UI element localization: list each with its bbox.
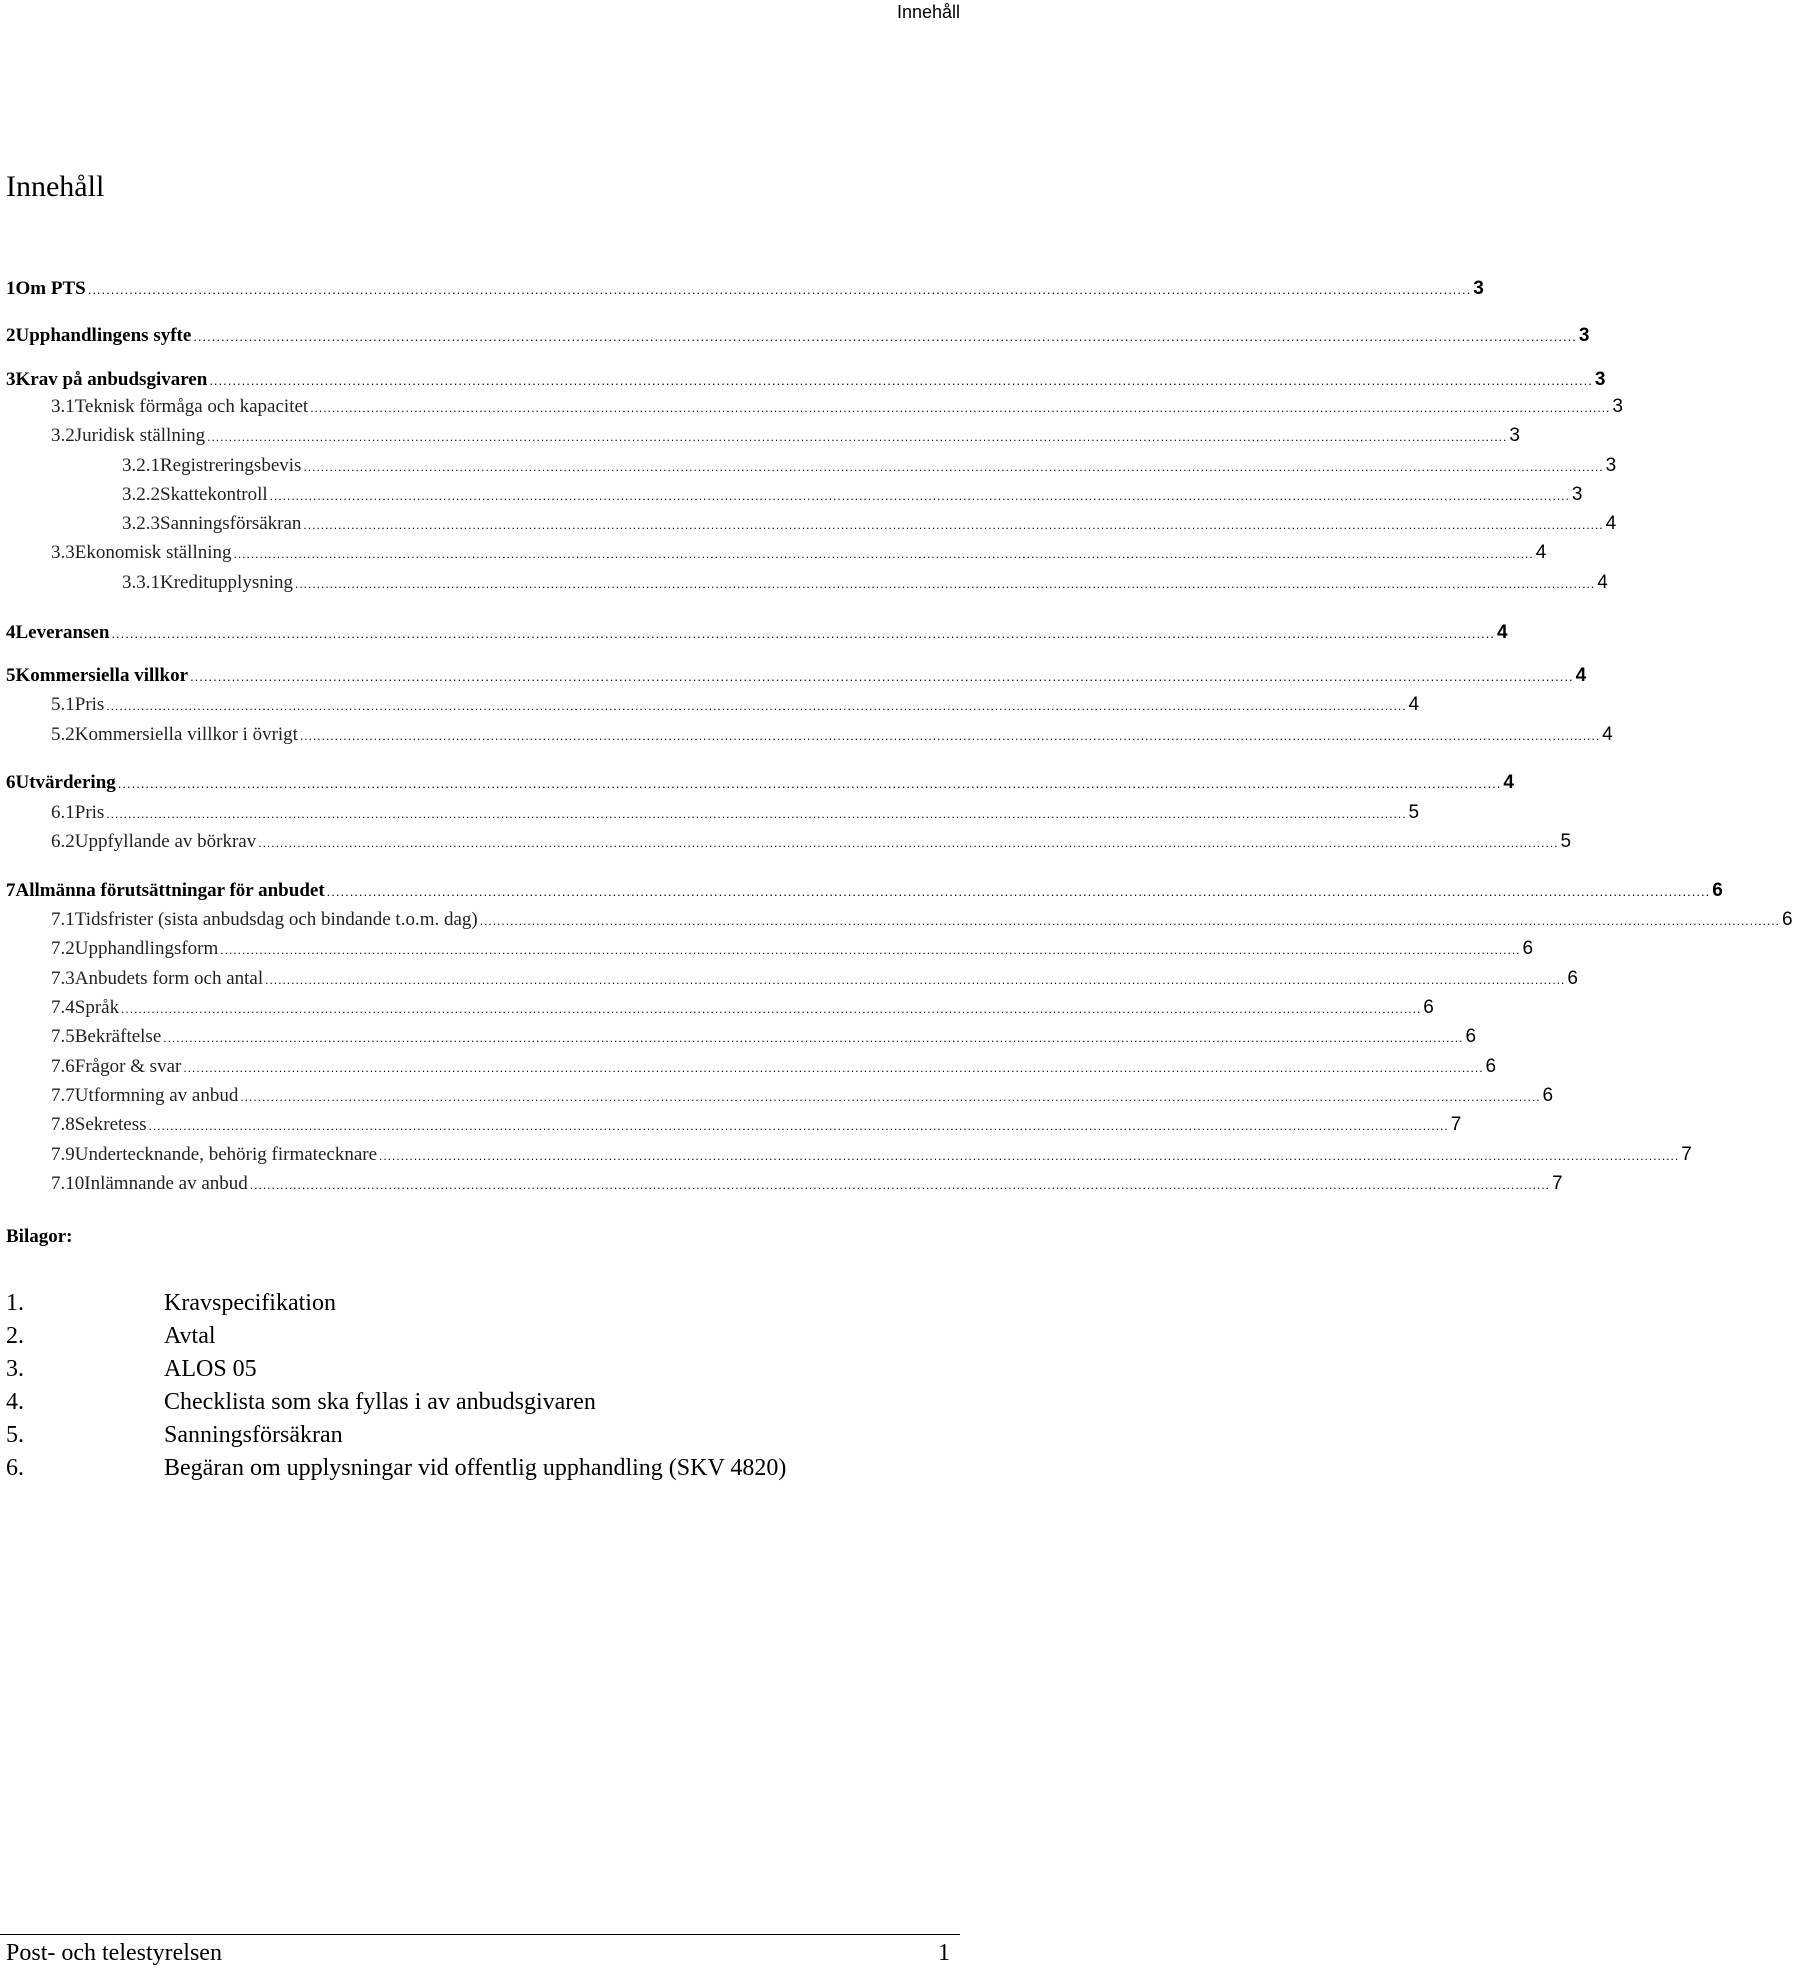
toc-entry-page: 3 (1509, 425, 1520, 446)
toc-entry-label: Sanningsförsäkran (160, 513, 302, 534)
toc-dot-leader: ............................................................................................................................................................................................................................................................................................................ (303, 518, 1604, 532)
toc-entry-label: Frågor & svar (74, 1056, 182, 1077)
toc-entry-page: 3 (1605, 455, 1617, 476)
toc-dot-leader: ............................................................................................................................................................................................................................................................................................................ (193, 329, 1577, 344)
bilaga-item (6, 1455, 786, 1487)
toc-entry[interactable] (122, 572, 1608, 600)
toc-entry-number: 5.1 (51, 694, 75, 715)
toc-entry-label: Om PTS (15, 278, 86, 299)
toc-dot-leader: ............................................................................................................................................................................................................................................................................................................ (148, 1119, 1449, 1133)
toc-entry-number: 3.2.3 (122, 513, 160, 534)
toc-entry-number: 7.5 (51, 1026, 75, 1047)
bilaga-item (6, 1290, 336, 1322)
toc-entry[interactable] (51, 1085, 1554, 1113)
toc-entry-page: 4 (1597, 572, 1608, 593)
toc-entry[interactable] (6, 665, 1587, 693)
bilaga-number: 4. (6, 1389, 24, 1415)
bilaga-label: Avtal (164, 1323, 216, 1349)
toc-entry[interactable] (51, 694, 1420, 722)
toc-entry-label: Tidsfrister (sista anbudsdag och bindande t.o.m. dag) (74, 909, 478, 930)
bilaga-number: 3. (6, 1356, 24, 1382)
toc-entry-page: 4 (1575, 665, 1587, 686)
toc-entry-page: 5 (1560, 831, 1572, 852)
toc-entry-label: Sekretess (74, 1114, 147, 1135)
toc-entry[interactable] (51, 425, 1520, 453)
toc-entry-number: 7.4 (51, 997, 75, 1018)
toc-entry-page: 4 (1602, 724, 1613, 745)
toc-entry-label: Upphandlingens syfte (15, 325, 192, 346)
toc-entry-page: 3 (1612, 396, 1623, 417)
toc-entry-label: Undertecknande, behörig firmatecknare (74, 1144, 378, 1165)
toc-entry-page: 3 (1473, 278, 1484, 299)
toc-entry-page: 6 (1485, 1056, 1497, 1077)
toc-dot-leader: ............................................................................................................................................................................................................................................................................................................ (111, 626, 1495, 641)
toc-entry[interactable] (51, 997, 1434, 1025)
toc-dot-leader: ............................................................................................................................................................................................................................................................................................................ (310, 401, 1611, 415)
bilaga-label: Checklista som ska fyllas i av anbudsgivaren (164, 1389, 596, 1415)
toc-dot-leader: ............................................................................................................................................................................................................................................................................................................ (106, 807, 1407, 821)
toc-entry-label: Pris (74, 802, 105, 823)
toc-entry[interactable] (51, 831, 1572, 859)
toc-entry[interactable] (122, 484, 1583, 512)
toc-entry[interactable] (51, 938, 1534, 966)
toc-entry-number: 7.1 (51, 909, 75, 930)
toc-entry-label: Teknisk förmåga och kapacitet (74, 396, 309, 417)
toc-entry-page: 4 (1496, 622, 1508, 643)
toc-entry-page: 3 (1571, 484, 1583, 505)
toc-entry-label: Upphandlingsform (74, 938, 219, 959)
toc-entry-page: 6 (1542, 1085, 1554, 1106)
toc-entry-number: 7.8 (51, 1114, 75, 1135)
bilaga-number: 2. (6, 1323, 24, 1349)
toc-entry[interactable] (122, 455, 1617, 483)
toc-entry-number: 6 (6, 772, 16, 793)
toc-entry[interactable] (51, 1114, 1462, 1142)
toc-entry[interactable] (51, 802, 1420, 830)
toc-dot-leader: ............................................................................................................................................................................................................................................................................................................ (106, 699, 1407, 713)
toc-entry[interactable] (122, 513, 1617, 541)
toc-entry-number: 7.10 (51, 1173, 85, 1194)
toc-entry-page: 6 (1712, 880, 1723, 901)
toc-entry-number: 7.7 (51, 1085, 75, 1106)
toc-entry-page: 4 (1535, 542, 1547, 563)
toc-dot-leader: ............................................................................................................................................................................................................................................................................................................ (190, 669, 1574, 684)
toc-dot-leader: ............................................................................................................................................................................................................................................................................................................ (258, 836, 1559, 850)
toc-entry-label: Skattekontroll (160, 484, 268, 505)
toc-dot-leader: ............................................................................................................................................................................................................................................................................................................ (299, 729, 1601, 743)
bilaga-item (6, 1323, 216, 1355)
toc-entry-number: 5.2 (51, 724, 75, 745)
toc-dot-leader: ............................................................................................................................................................................................................................................................................................................ (163, 1031, 1464, 1045)
toc-entry-number: 1 (6, 278, 16, 299)
toc-entry-number: 3.2 (51, 425, 75, 446)
toc-entry-label: Kommersiella villkor (15, 665, 189, 686)
toc-entry[interactable] (51, 1026, 1477, 1054)
toc-entry[interactable] (6, 278, 1484, 306)
footer-page-number: 1 (938, 1940, 950, 1966)
toc-dot-leader: ............................................................................................................................................................................................................................................................................................................ (117, 776, 1502, 791)
toc-dot-leader: ............................................................................................................................................................................................................................................................................................................ (87, 282, 1472, 297)
toc-entry-page: 3 (1578, 325, 1590, 346)
bilaga-label: Sanningsförsäkran (164, 1422, 343, 1448)
toc-entry-number: 4 (6, 622, 16, 643)
toc-entry[interactable] (6, 772, 1514, 800)
bilaga-label: Kravspecifikation (164, 1290, 336, 1316)
toc-entry-label: Kreditupplysning (160, 572, 293, 593)
toc-dot-leader: ............................................................................................................................................................................................................................................................................................................ (121, 1002, 1422, 1016)
toc-entry-page: 7 (1450, 1114, 1462, 1135)
toc-entry-label: Krav på anbudsgivaren (15, 369, 208, 390)
toc-entry[interactable] (51, 724, 1613, 752)
toc-entry-number: 7.6 (51, 1056, 75, 1077)
bilagor-heading: Bilagor: (6, 1226, 73, 1247)
toc-entry-label: Uppfyllande av börkrav (74, 831, 257, 852)
toc-entry-number: 7.2 (51, 938, 75, 959)
toc-entry-number: 3 (6, 369, 16, 390)
toc-dot-leader: ............................................................................................................................................................................................................................................................................................................ (220, 943, 1521, 957)
toc-entry[interactable] (51, 1056, 1497, 1084)
bilaga-label: Begäran om upplysningar vid offentlig upphandling (SKV 4820) (164, 1455, 787, 1481)
bilaga-item (6, 1356, 257, 1388)
toc-entry-page: 4 (1408, 694, 1420, 715)
toc-entry[interactable] (6, 880, 1723, 908)
toc-entry-number: 6.1 (51, 802, 75, 823)
toc-entry[interactable] (6, 325, 1590, 353)
toc-entry[interactable] (6, 369, 1606, 397)
toc-entry-label: Allmänna förutsättningar för anbudet (15, 880, 325, 901)
toc-entry-page: 6 (1522, 938, 1534, 959)
footer-organization: Post- och telestyrelsen (6, 1940, 222, 1966)
toc-entry-number: 3.3 (51, 542, 75, 563)
toc-dot-leader: ............................................................................................................................................................................................................................................................................................................ (269, 489, 1570, 503)
toc-entry[interactable] (51, 1173, 1563, 1201)
toc-entry-page: 6 (1567, 968, 1578, 989)
toc-entry[interactable] (51, 542, 1547, 570)
toc-entry-label: Leveransen (15, 622, 110, 643)
toc-entry[interactable] (51, 396, 1623, 424)
toc-entry-number: 2 (6, 325, 16, 346)
toc-entry-page: 3 (1594, 369, 1606, 390)
toc-dot-leader: ............................................................................................................................................................................................................................................................................................................ (240, 1090, 1541, 1104)
toc-entry-number: 5 (6, 665, 16, 686)
toc-entry-label: Juridisk ställning (74, 425, 206, 446)
toc-entry[interactable] (51, 909, 1793, 937)
toc-entry-label: Kommersiella villkor i övrigt (74, 724, 298, 745)
toc-entry-number: 7.3 (51, 968, 75, 989)
toc-entry-page: 5 (1408, 802, 1420, 823)
toc-entry-label: Pris (74, 694, 105, 715)
toc-entry-number: 7 (6, 880, 16, 901)
toc-entry-page: 7 (1681, 1144, 1692, 1165)
toc-entry-label: Bekräftelse (74, 1026, 162, 1047)
toc-dot-leader: ............................................................................................................................................................................................................................................................................................................ (479, 914, 1780, 928)
toc-entry-number: 3.3.1 (122, 572, 160, 593)
bilaga-number: 6. (6, 1455, 24, 1481)
running-header: Innehåll (896, 2, 960, 22)
toc-dot-leader: ............................................................................................................................................................................................................................................................................................................ (207, 430, 1508, 444)
toc-entry-page: 7 (1552, 1173, 1563, 1194)
toc-entry-label: Anbudets form och antal (74, 968, 264, 989)
toc-entry-page: 6 (1781, 909, 1793, 930)
footer-divider (0, 1934, 960, 1935)
toc-dot-leader: ............................................................................................................................................................................................................................................................................................................ (295, 577, 1596, 591)
bilaga-number: 1. (6, 1290, 24, 1316)
toc-entry-page: 4 (1605, 513, 1617, 534)
toc-entry[interactable] (51, 968, 1578, 996)
toc-entry[interactable] (6, 622, 1508, 650)
toc-entry-label: Utvärdering (15, 772, 116, 793)
toc-entry-label: Utformning av anbud (74, 1085, 239, 1106)
toc-dot-leader: ............................................................................................................................................................................................................................................................................................................ (209, 373, 1593, 388)
toc-entry-page: 4 (1503, 772, 1514, 793)
toc-entry-number: 3.2.2 (122, 484, 160, 505)
toc-entry-label: Språk (74, 997, 120, 1018)
toc-dot-leader: ............................................................................................................................................................................................................................................................................................................ (265, 973, 1566, 987)
toc-dot-leader: ............................................................................................................................................................................................................................................................................................................ (233, 547, 1534, 561)
bilaga-item (6, 1422, 343, 1454)
toc-dot-leader: ............................................................................................................................................................................................................................................................................................................ (326, 884, 1711, 899)
bilaga-label: ALOS 05 (164, 1356, 257, 1382)
toc-entry-page: 6 (1465, 1026, 1477, 1047)
toc-entry-label: Ekonomisk ställning (74, 542, 232, 563)
toc-dot-leader: ............................................................................................................................................................................................................................................................................................................ (249, 1178, 1551, 1192)
toc-entry-label: Inlämnande av anbud (84, 1173, 248, 1194)
toc-entry-number: 6.2 (51, 831, 75, 852)
toc-dot-leader: ............................................................................................................................................................................................................................................................................................................ (303, 460, 1604, 474)
toc-dot-leader: ............................................................................................................................................................................................................................................................................................................ (183, 1061, 1484, 1075)
bilaga-number: 5. (6, 1422, 24, 1448)
page-title: Innehåll (6, 170, 105, 203)
toc-entry-number: 7.9 (51, 1144, 75, 1165)
bilaga-item (6, 1389, 596, 1421)
toc-dot-leader: ............................................................................................................................................................................................................................................................................................................ (379, 1149, 1680, 1163)
toc-entry-number: 3.1 (51, 396, 75, 417)
toc-entry-number: 3.2.1 (122, 455, 160, 476)
toc-entry-label: Registreringsbevis (160, 455, 302, 476)
toc-entry[interactable] (51, 1144, 1692, 1172)
toc-entry-page: 6 (1423, 997, 1434, 1018)
